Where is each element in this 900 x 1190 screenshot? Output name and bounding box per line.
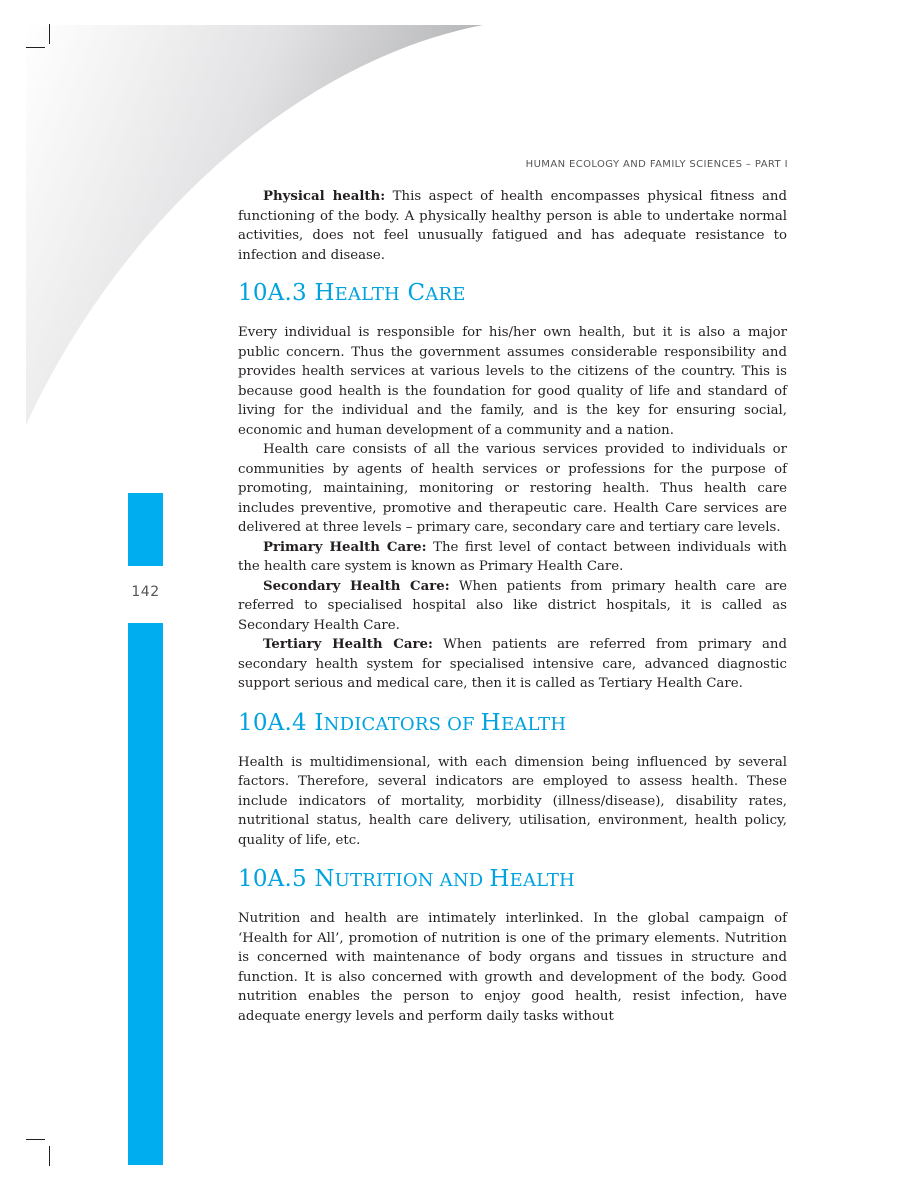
- paragraph-indicators-of-health: Health is multidimensional, with each dimension being influenced by several factors. Therefore, several indicators are employed to assess health. These include indicators of mortality, morbidity (illness/disease), disability rates, nutritional status, health care delivery, utilisation, environment, health policy, quality of life, etc.: [238, 754, 787, 848]
- paragraph-health-care-definition: Health care consists of all the various services provided to individuals or communities by agents of health services or professions for the purpose of promoting, maintaining, monitoring or restoring health. Thus health care includes preventive, promotive and therapeutic care. Health Care services are delivered at three levels – primary care, secondary care and tertiary care levels.: [238, 442, 787, 535]
- paragraph-primary-health-care: Primary Health Care: The first level of contact between individuals with the health care system is known as Primary Health Care.: [238, 539, 787, 574]
- term-physical-health: Physical health:: [263, 189, 386, 204]
- section-heading-indicators-of-health: 10A.4 INDICATORS OF HEALTH: [238, 709, 567, 736]
- page-number: 142: [131, 584, 160, 600]
- paragraph-physical-health: [238, 187, 787, 265]
- section-heading-nutrition-and-health: 10A.5 NUTRITION AND HEALTH: [238, 866, 575, 892]
- physical-health-text: This aspect of health encompasses physical fitness and functioning of the body. A physically healthy person is able to undertake normal activities, does not feel unusually fatigued and has adequate resistance to infection and disease.: [238, 189, 787, 263]
- crop-mark-bottom-left-vertical: [49, 1146, 50, 1166]
- sidebar-accent-bar-top: [128, 493, 163, 566]
- paragraph-secondary-health-care: Secondary Health Care: When patients from primary health care are referred to specialised hospital also like district hospitals, it is called as Secondary Health Care.: [238, 578, 788, 633]
- term-secondary-health-care: Secondary Health Care:: [263, 578, 450, 594]
- section-heading-health-care: 10A.3 HEALTH CARE: [238, 280, 466, 306]
- crop-mark-top-left-vertical: [49, 24, 50, 44]
- paragraph-tertiary-health-care: Tertiary Health Care: When patients are referred from primary and secondary health system for specialised intensive care, advanced diagnostic support serious and medical care, then it is called as Tertiary Health Care.: [238, 637, 787, 691]
- term-primary-health-care: Primary Health Care:: [263, 539, 427, 555]
- page-content: [238, 187, 787, 1026]
- crop-mark-bottom-left-horizontal: [26, 1139, 45, 1140]
- term-tertiary-health-care: Tertiary Health Care:: [263, 637, 433, 652]
- running-header: HUMAN ECOLOGY AND FAMILY SCIENCES – PART I: [525, 159, 788, 170]
- paragraph-nutrition-and-health: Nutrition and health are intimately interlinked. In the global campaign of ‘Health for All’, promotion of nutrition is one of the primary elements. Nutrition is concerned with maintenance of body organs and tissues in structure and function. It is also concerned with growth and development of the body. Good nutrition enables the person to enjoy good health, resist infection, have adequate energy levels and perform daily tasks without: [238, 911, 787, 1024]
- crop-mark-top-left-horizontal: [26, 47, 45, 48]
- sidebar-accent-bar-bottom: [128, 623, 163, 1165]
- paragraph-health-care-intro: Every individual is responsible for his/her own health, but it is also a major public concern. Thus the government assumes considerable responsibility and provides health services at various levels to the citizens of the country. This is because good health is the foundation for good quality of life and standard of living for the individual and the family, and is the key for ensuring social, economic and human development of a community and a nation.: [238, 325, 787, 438]
